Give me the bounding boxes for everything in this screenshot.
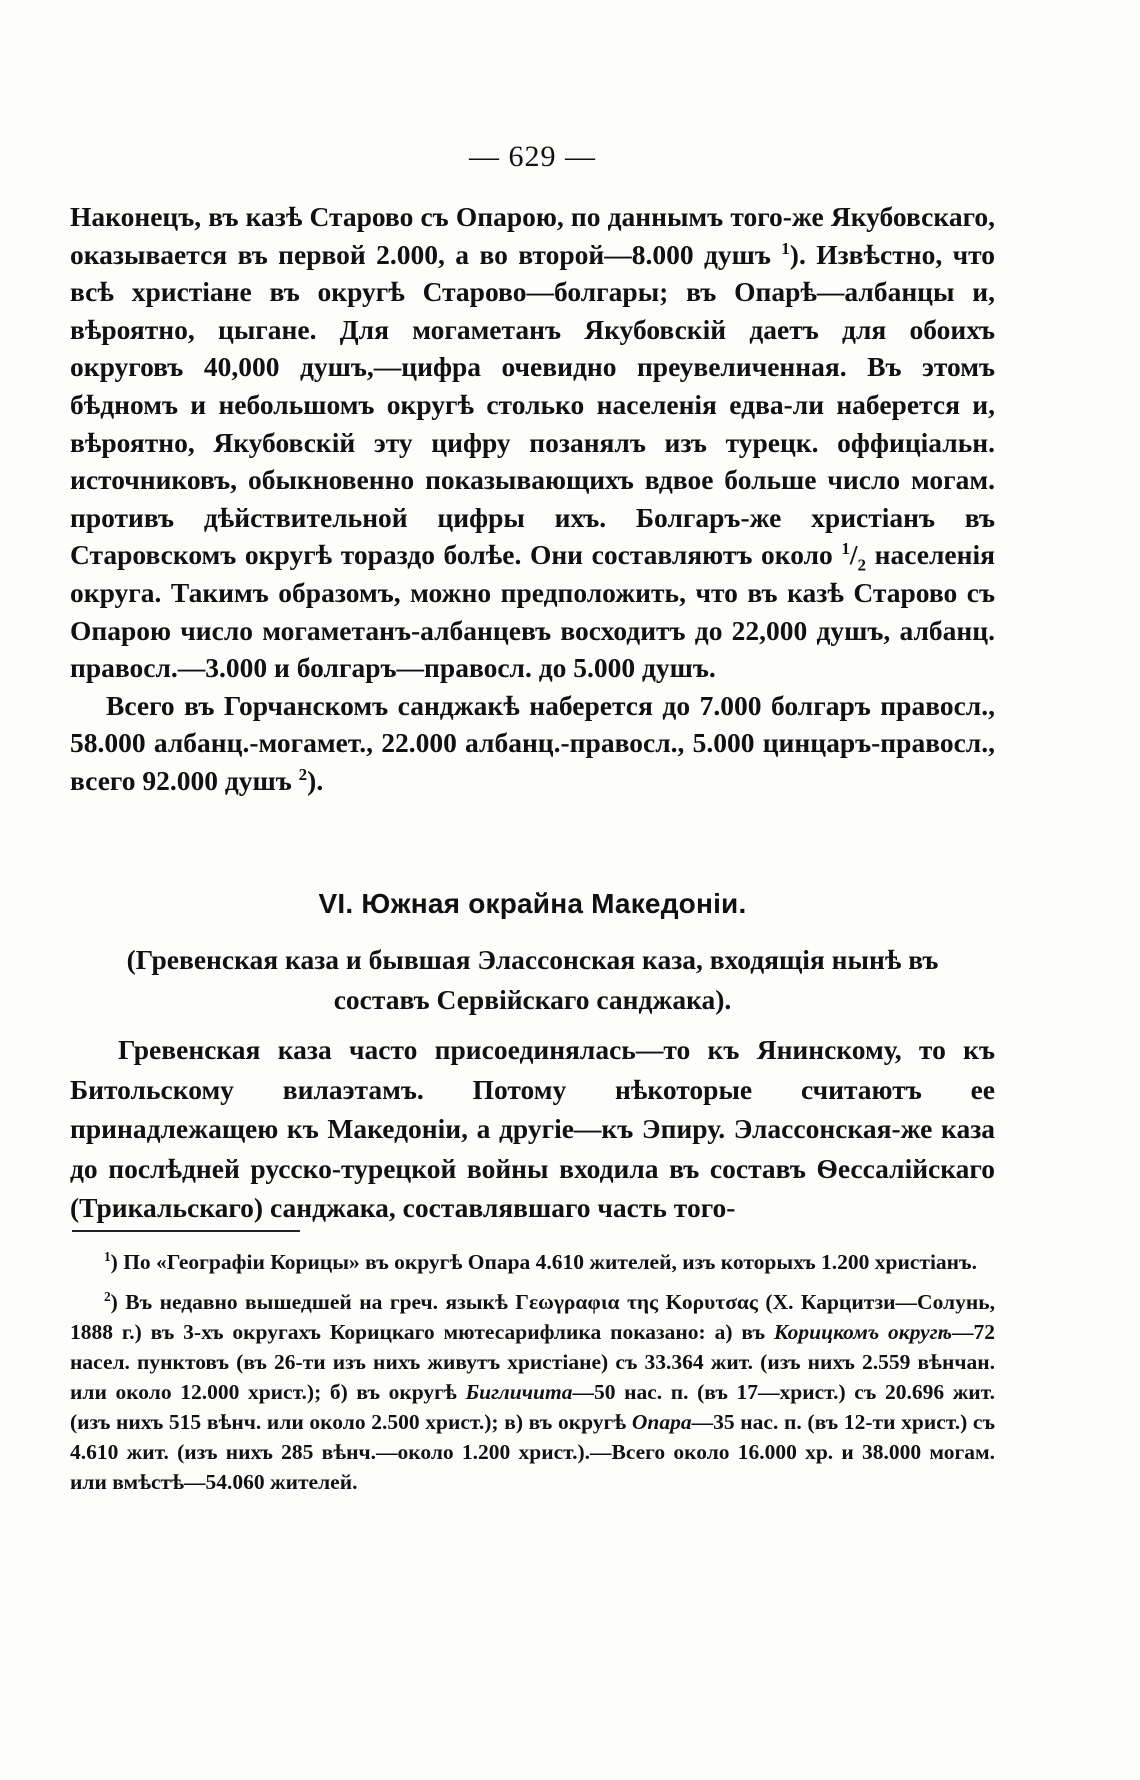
book-page (70, 0, 995, 1780)
paragraph-2-text: Всего въ Горчанскомъ санджакѣ наберется до 7.000 болгаръ правосл., 58.000 албанц.-могамет., 22.000 албанц.-правосл., 5.000 цинцаръ-правосл., всего 92.000 душъ (70, 689, 995, 796)
paragraph-gorchan-total (70, 687, 995, 800)
footnote-1-text: ) По «Географiи Корицы» въ округѣ Опара 4.610 жителей, изъ которыхъ 1.200 христiанъ. (110, 1250, 977, 1274)
footnote-2-text-c: —50 нас. п. (въ 17—христ.) съ 20.696 жит. (изъ нихъ 515 вѣнч. или около 2.500 христ.); в) въ округѣ (70, 1380, 995, 1434)
paragraph-1-part-a: Наконецъ, въ казѣ Старово съ Опарою, по даннымъ того-же Якубовскаго, оказывается въ первой 2.000, а во второй—8.000 душъ (70, 201, 995, 270)
footnote-separator (72, 1230, 300, 1232)
fraction-slash: / (849, 539, 858, 571)
footnote-2-italic-koritsa: Корицкомъ округѣ (773, 1320, 952, 1344)
page-number: — 629 — (469, 140, 596, 173)
footnotes (70, 1247, 995, 1497)
fraction-denominator: 2 (857, 555, 867, 575)
footnote-2-text-d: —35 нас. п. (въ 12-ти христ.) съ 4.610 жит. (изъ нихъ 285 вѣнч.—около 1.200 христ.).—Всего около 16.000 хр. и 38.000 могам. или вмѣстѣ—54.060 жителей. (70, 1410, 996, 1494)
paragraph-greven-kaza: Гревенская каза часто присоединялась—то къ Янинскому, то къ Битольскому вилаэтамъ. Потому нѣкоторые считаютъ ее принадлежащею къ Македонiи, а другiе—къ Эпиру. Элассонская-же каза до послѣдней русско-турецкой войны входила въ составъ Ѳессалiйскаго (Трикальскаго) санджака, составлявшаго часть того- (70, 1034, 995, 1223)
footnote-1-marker: 1 (104, 1248, 111, 1264)
footnote-2-text-b: —72 насел. пунктовъ (въ 26-ти изъ нихъ живутъ христiане) съ 33.364 жит. (изъ нихъ 2.559 вѣнчан. или около 12.000 христ.); б) въ округѣ (70, 1320, 995, 1404)
footnote-2 (70, 1287, 995, 1497)
footnote-2-text-a: ) Въ недавно вышедшей на греч. языкѣ Γεωγραφια της Κορυτσας (Х. Карцитзи—Солунь, 1888 г.) въ 3-хъ округахъ Корицкаго мютесарифлика показано: а) въ (70, 1290, 995, 1344)
footnote-ref-2[interactable]: 2 (298, 764, 308, 784)
paragraph-1-part-c: населенiя округа. Такимъ образомъ, можно предположить, что въ казѣ Старово съ Опарою число могаметанъ-албанцевъ восходитъ до 22,000 душъ, албанц. правосл.—3.000 и болгаръ—правосл. до 5.000 душъ. (70, 539, 995, 684)
body-text-top (70, 198, 995, 800)
section-subtitle: (Гревенская каза и бывшая Элассонская каза, входящiя нынѣ въ составъ Сервiйскаго санджака). (126, 944, 939, 1015)
fraction-numerator: 1 (841, 539, 850, 559)
section-heading: VI. Южная окрайна Македонiи. (318, 888, 747, 919)
footnote-2-marker: 2 (104, 1288, 111, 1304)
footnote-ref-1[interactable]: 1 (781, 238, 790, 258)
footnote-2-italic-biglichita: Бигличита (465, 1380, 573, 1404)
footnote-2-italic-opara: Опара (631, 1410, 692, 1434)
paragraph-2-tail: ). (307, 764, 324, 796)
paragraph-staro-opara (70, 198, 995, 687)
footnote-1 (70, 1247, 995, 1277)
paragraph-1-part-b: ). Извѣстно, что всѣ христiане въ округѣ Старово—болгары; въ Опарѣ—албанцы и, вѣроятно, цыгане. Для могаметанъ Якубовскiй даетъ для обоихъ округовъ 40,000 душъ,—цифра очевидно преувеличенная. Въ этомъ бѣдномъ и небольшомъ округѣ столько населенiя едва-ли наберется и, вѣроятно, Якубовскiй эту цифру позанялъ изъ турецк. оффицiальн. источниковъ, обыкновенно показывающихъ вдвое больше число могам. противъ дѣйствительной цифры ихъ. Болгаръ-же христiанъ въ Старовскомъ округѣ тораздо болѣе. Они составляютъ около (70, 238, 995, 571)
